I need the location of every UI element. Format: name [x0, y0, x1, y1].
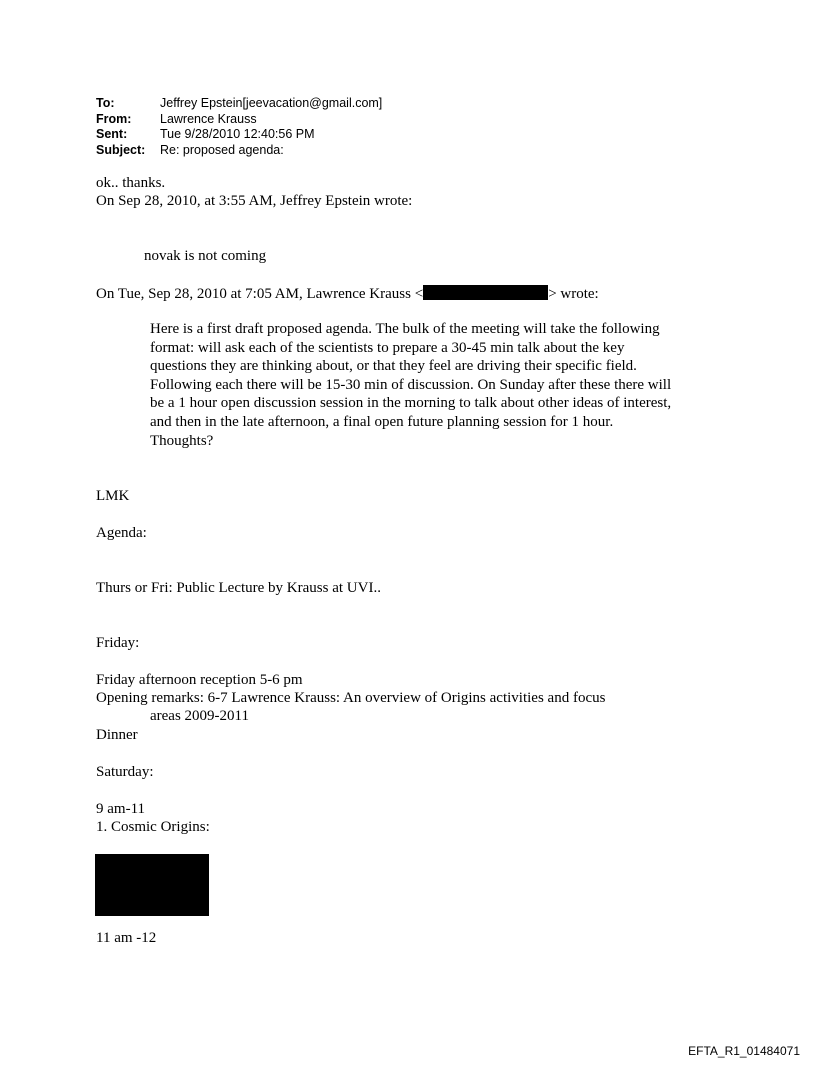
sat-item-1: 1. Cosmic Origins:	[96, 819, 210, 835]
quote2-intro	[96, 285, 599, 304]
sat-time-1: 9 am-11	[96, 801, 146, 817]
sat-time-2: 11 am -12	[96, 930, 157, 946]
subject-value: Re: proposed agenda:	[160, 142, 284, 157]
quote2-paragraph: Here is a first draft proposed agenda. The bulk of the meeting will take the following format: will ask each of the scientists to prepare a 30-45 min talk about the key questions they are thinking about, or that they feel are driving their specific field. Following each there will be 15-30 min of discussion. On Sunday after these there will be a 1 hour open discussion session in the morning to talk about other ideas of interest, and then in the late afternoon, a final open future planning session for 1 hour.	[150, 321, 672, 430]
friday-heading: Friday:	[96, 635, 140, 651]
agenda-heading: Agenda:	[96, 525, 147, 541]
signature: LMK	[96, 488, 130, 504]
sent-value: Tue 9/28/2010 12:40:56 PM	[160, 127, 315, 141]
header-from-row	[96, 112, 382, 128]
opening-remarks: Opening remarks: 6-7 Lawrence Krauss: An overview of Origins activities and focus	[96, 690, 606, 706]
friday-reception: Friday afternoon reception 5-6 pm	[96, 672, 303, 688]
from-value: Lawrence Krauss	[160, 111, 257, 126]
email-header	[96, 96, 382, 158]
header-to-row	[96, 96, 382, 112]
quote2-thoughts: Thoughts?	[150, 432, 214, 449]
header-sent-row	[96, 127, 382, 143]
opening-remarks-cont: areas 2009-2011	[150, 708, 249, 724]
quote1-intro: On Sep 28, 2010, at 3:55 AM, Jeffrey Epstein wrote:	[96, 193, 413, 209]
document-id: EFTA_R1_01484071	[688, 1044, 800, 1058]
agenda-thurs-fri: Thurs or Fri: Public Lecture by Krauss at UVI..	[96, 580, 381, 596]
quote2-intro-end: > wrote:	[548, 286, 599, 302]
quote2-intro-start: On Tue, Sep 28, 2010 at 7:05 AM, Lawrence Krauss <	[96, 286, 424, 302]
from-label: From:	[96, 111, 132, 126]
redaction-block	[95, 854, 209, 916]
redacted-email	[423, 285, 548, 300]
subject-label: Subject:	[96, 142, 146, 157]
reply-text: ok.. thanks.	[96, 175, 166, 191]
dinner: Dinner	[96, 727, 138, 743]
sent-label: Sent:	[96, 127, 128, 141]
quote2-block	[150, 320, 680, 450]
to-value: Jeffrey Epstein[jeevacation@gmail.com]	[160, 96, 383, 110]
header-subject-row	[96, 143, 382, 159]
to-label: To:	[96, 96, 115, 110]
saturday-heading: Saturday:	[96, 764, 154, 780]
quote1-text: novak is not coming	[144, 248, 267, 264]
